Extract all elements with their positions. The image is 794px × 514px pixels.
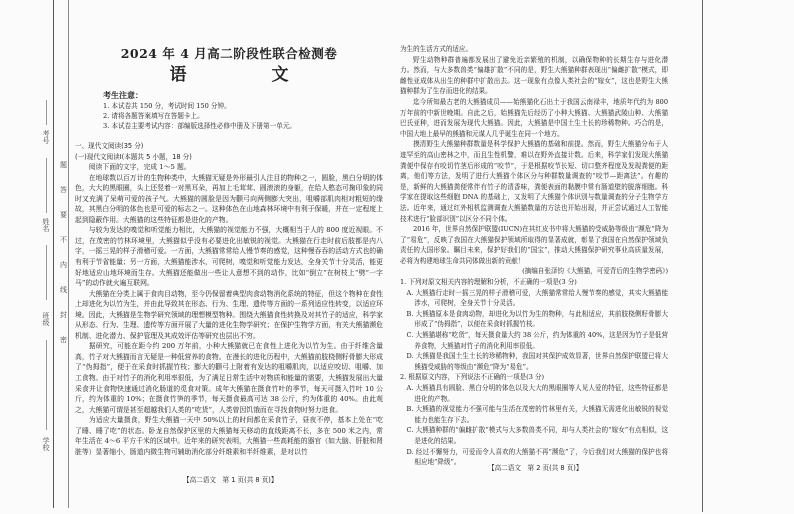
class-label: 班级 [42, 312, 50, 326]
question-stem: 1. 下列对原文相关内容的理解和分析，不正确的一项是(3 分) [400, 278, 577, 287]
reading-passage-part2 [400, 44, 668, 468]
option-a: A. 大熊猫具有圆脸、黑白分明的体色以及大大的黑眼圈等人见人爱的特征，这些特征都是进化的产物。 [406, 384, 668, 403]
candidate-notice [103, 89, 296, 131]
reading-passage-part1 [75, 141, 383, 457]
notice-heading: 考生注意： [103, 90, 143, 100]
question-1 [400, 277, 668, 372]
seal-char: 密 [60, 336, 67, 344]
option-c: C. 大熊猫种群的“偏雌扩散”模式与大多数兽类不同，却与人类社会的“嫁女”有点相似，这是进化的结果。 [406, 426, 668, 445]
notice-item: 1. 本试卷共 150 分，考试时间 150 分钟。 [103, 102, 231, 110]
passage-continuation: 为生的生活方式的适应。 [400, 45, 473, 53]
exam-number-underline [46, 100, 47, 125]
notice-item: 3. 本试卷主要考试内容：部编版选择性必修中册及下册第一单元。 [103, 122, 297, 130]
school-underline [46, 340, 47, 430]
option-b: B. 大熊猫的视觉能力不强可能与生活在茂密的竹林里有关，大熊猫无需进化出敏锐的视觉能力也能生存下去。 [406, 405, 668, 424]
binding-line-inner [68, 0, 69, 508]
seal-char: 不 [60, 236, 67, 244]
passage-source: (摘编自张泽钧《大熊猫，可爱背后的生物学密码》) [522, 267, 668, 276]
option-d: D. 经过不懈努力，可爱而令人喜欢的大熊猫不再“濒危”了，今后我们对大熊猫的保护也将相应地“降级”。 [406, 447, 668, 467]
passage-paragraph: 大熊猫在分类上属于食肉目动物，至今仍保留着典型肉食动物消化系统的特征，但这个物种在食性上却进化为以竹为生，并由此导致其在形态、行为、生理、遗传等方面的一系列适应性转变，以适应环境。因此，大熊猫是生物学研究领域的理想模型物种。围绕大熊猫食性转换及对其竹子的适应，科学家从形态、行为、生理、遗传等方面开展了大量的进化生物学研究；在保护生物学方面，有关大熊猫濒危机制、进化潜力、保护管理及其成效评估等研究也层出不穷。 [75, 289, 383, 340]
seal-char: 题 [60, 161, 67, 169]
binding-line [53, 0, 54, 508]
exam-page-2 [400, 0, 668, 514]
passage-paragraph: 野生动物种群普遍都发展出了避免近亲繁殖的机制，以确保物种的长期生存与进化潜力。然而，与大多数兽类“偏雄扩散”不同的是，野生大熊猫种群表现出“偏雌扩散”模式，即雌性亚成体从出生的种群中扩散出去。这一现象有点像人类社会的“嫁女”，这也是野生大熊猫种群为了生存而进化的结果。 [400, 55, 668, 96]
seal-line-notice [60, 160, 67, 345]
page-footer: 【高二语文 第 2 页(共 8 页)】 [488, 464, 583, 472]
subject-title: 语 文 [169, 65, 323, 85]
passage-paragraph: 摸清野生大熊猫种群数量是科学保护大熊猫的基础和前提。然而，野生大熊猫分布于人迹罕至的高山密林之中，而且生性机警，难以在野外直接计数。后来，科学家们发现大熊猫粪便中保存有咬切竹茎后形成的“咬节”，于是根据咬节长短、切口整齐程度及发现粪便的距离，他们等方法，发明了进行大熊猫个体区分与种群数量调查的“咬节—距离法”。有趣的是，新鲜的大熊猫粪便常伴有竹子的清香味，粪便表面的黏膜中常有肠道壁的脱落细胞。科学家在提取这些细胞 DNA 的基础上，又发明了大熊猫个体识别与数量调查的分子生物学方法。近年来，通过红外相机监测调查大熊猫数量的方法也开始出现，并正尝试通过人工智能技术进行“脸部识别”以区分不同个体。 [400, 140, 668, 223]
seal-char: 要 [60, 211, 67, 219]
seal-char: 内 [60, 261, 67, 269]
page-edge-line [702, 0, 703, 512]
page-footer: 【高二语文 第 1 页(共 8 页)】 [183, 476, 278, 484]
passage-paragraph: 2016 年，世界自然保护联盟(IUCN)在其红皮书中将大熊猫的受威胁等级由“濒危”降为了“易危”，反映了我国在大熊猫保护领域所取得的显著成就，彰显了我国在自然保护领域负责任的大国形象。瞩目未来，保护好我们的“国宝”，推动大熊猫保护研究事业高质量发展，必将为构建地球生命共同体做出新的贡献！ [400, 225, 668, 265]
option-d: D. 大熊猫是我国土生土长的珍稀物种，我国对其保护成效显著，世界自然保护联盟已将大熊猫受威胁的等级由“濒危”降为“易危”。 [406, 352, 668, 371]
passage-paragraph: 据研究，可能在距今约 200 万年前，小种大熊猫就已在食性上进化为以竹为生。由于纤维含量高，竹子对大熊猫而言无疑是一种低营养的食物。在漫长的进化历程中，大熊猫前肢桡侧籽骨膨大形成了“伪拇指”，便于在采食时抓握竹枝；膨大的颧弓上附着有发达的咀嚼肌肉，以适应咬切、咀嚼、加工食物。由于对竹子的消化利用率很低，为了满足日常生活中对物质和能量的需要，大熊猫发展出大量采食并让食物快速通过消化肠道的觅食对策。成年大熊猫在摄食竹叶的季节，每天可摄入竹叶 10 公斤，约为体重的 10%；在摄食竹笋的季节，每天摄食最高可达 38 公斤，约为体重的 40%。由此观之，大熊猫可谓是甚至超越我们人类的“吃货”，人类曾因饥饿而在寻找食物时努力进食。 [75, 342, 383, 414]
name-label: 姓名 [42, 218, 50, 232]
exam-page-1 [75, 0, 383, 514]
name-underline [46, 158, 47, 213]
seal-char: 封 [60, 311, 67, 319]
passage-paragraph: 为适应大量摄食，野生大熊猫一天中 50%以上的时间都在采食竹子，昼夜不停，基本上处在“吃了睡、睡了吃”的状态。卧龙自然保护区里的大熊猫每天移动的直线距离不长，多在 500 米之内，常年生活在 4～6 平方千米的区域中。近年来的研究表明，大熊猫一些高耗能的器官（如大脑、肝脏和肾脏等）显著缩小，肠道内微生物可辅助消化部分纤维素和半纤维素，是对以竹 [75, 416, 383, 456]
option-a: A. 大熊猫行走时一摇三晃的样子滑稽可爱，大熊猫常常给人慢节奏的感觉，其实大熊猫能涉水，可爬树，全身关节十分灵活。 [406, 288, 668, 308]
question-2 [400, 372, 668, 467]
passage-paragraph: 与较为发达的嗅觉和听觉能力相比，大熊猫的视觉能力不强，大概相当于人的 800 度近视眼。不过，在茂密的竹林环境里，大熊猫似乎没有必要进化出敏锐的视觉。大熊猫在行走时前后肢都是内八字，一摇三晃的样子滑稽可爱。一方面，大熊猫常常给人慢节奏的感觉，这种慢吞吞的活动方式也的确有利于节省能量；另一方面，大熊猫能涉水，可爬树，嗅觉和听觉能力发达，全身关节十分灵活，能更好地适应山地环境而生存。大熊猫还能做出一些让人意想不到的动作，比如“倒立”在树枝上“劈”一字马”的动作就火遍互联网。 [75, 226, 383, 288]
class-underline [46, 245, 47, 300]
seal-char: 答 [60, 186, 67, 194]
option-c: C. 大熊猫堪称“吃货”，每天摄食量大约 38 公斤，约为体重的 40%，这是因为竹子是低营养食物，大熊猫对竹子的消化利用率很低。 [406, 331, 668, 350]
question-stem: 2. 根据原文内容，下列说法不正确的一项是(3 分) [400, 373, 545, 382]
exam-number-label: 考号 [42, 130, 50, 144]
reading-instruction: 阅读下面的文字，完成 1～5 题。 [88, 163, 191, 172]
exam-title: 2024 年 4 月高二阶段性联合检测卷 [120, 46, 338, 61]
passage-paragraph: 迄今所知最古老的大熊猫成员——始熊猫化石出土于我国云南禄丰，地质年代约为 800 万年前的中新世晚期。自此之后，始熊猫先后经历了小种大熊猫、大熊猫武陵山种、大熊猫巴氏亚种，进而发展为现代大熊猫。因此，大熊猫是中国土生土长的珍稀物种。巧合的是，中国大地上最早的熊猫和元谋人几乎诞生在同一个地方。 [400, 97, 668, 138]
seal-char: 线 [60, 286, 67, 294]
option-b: B. 大熊猫原本是食肉动物，却进化为以竹为生的物种，与此相适应，其前肢桡侧籽骨膨大形成了“伪拇指”，以便在采食时抓握竹枝。 [406, 309, 668, 329]
section-heading: 一、现代文阅读(35 分) [75, 142, 144, 150]
school-label: 学校 [42, 437, 50, 451]
subsection-heading: (一)现代文阅读Ⅰ(本题共 5 小题，18 分) [75, 152, 192, 161]
notice-item: 2. 请将各题答案填写在答题卡上。 [103, 112, 204, 120]
passage-paragraph: 在地球数以百万计的生物种类中，大熊猫无疑是外形最引人注目的物种之一，圆脸，黑白分明的体色，大大的黑眼圈，头上还竖着一对黑耳朵，再加上毛茸茸、圆滚滚的身躯，在给人憨态可掬印象的同时又充满了呆萌可爱的孩子气。大熊猫的圆脸是因为颧弓向两侧膨大突出，咀嚼部肌肉相对粗短的缘故，其黑白分明的体色也是可爱的标志之一。这种体色在山地森林环境中有利于保暖，并在一定程度上起到隐蔽作用。大熊猫的这些特征都是进化的产物。 [75, 173, 383, 224]
